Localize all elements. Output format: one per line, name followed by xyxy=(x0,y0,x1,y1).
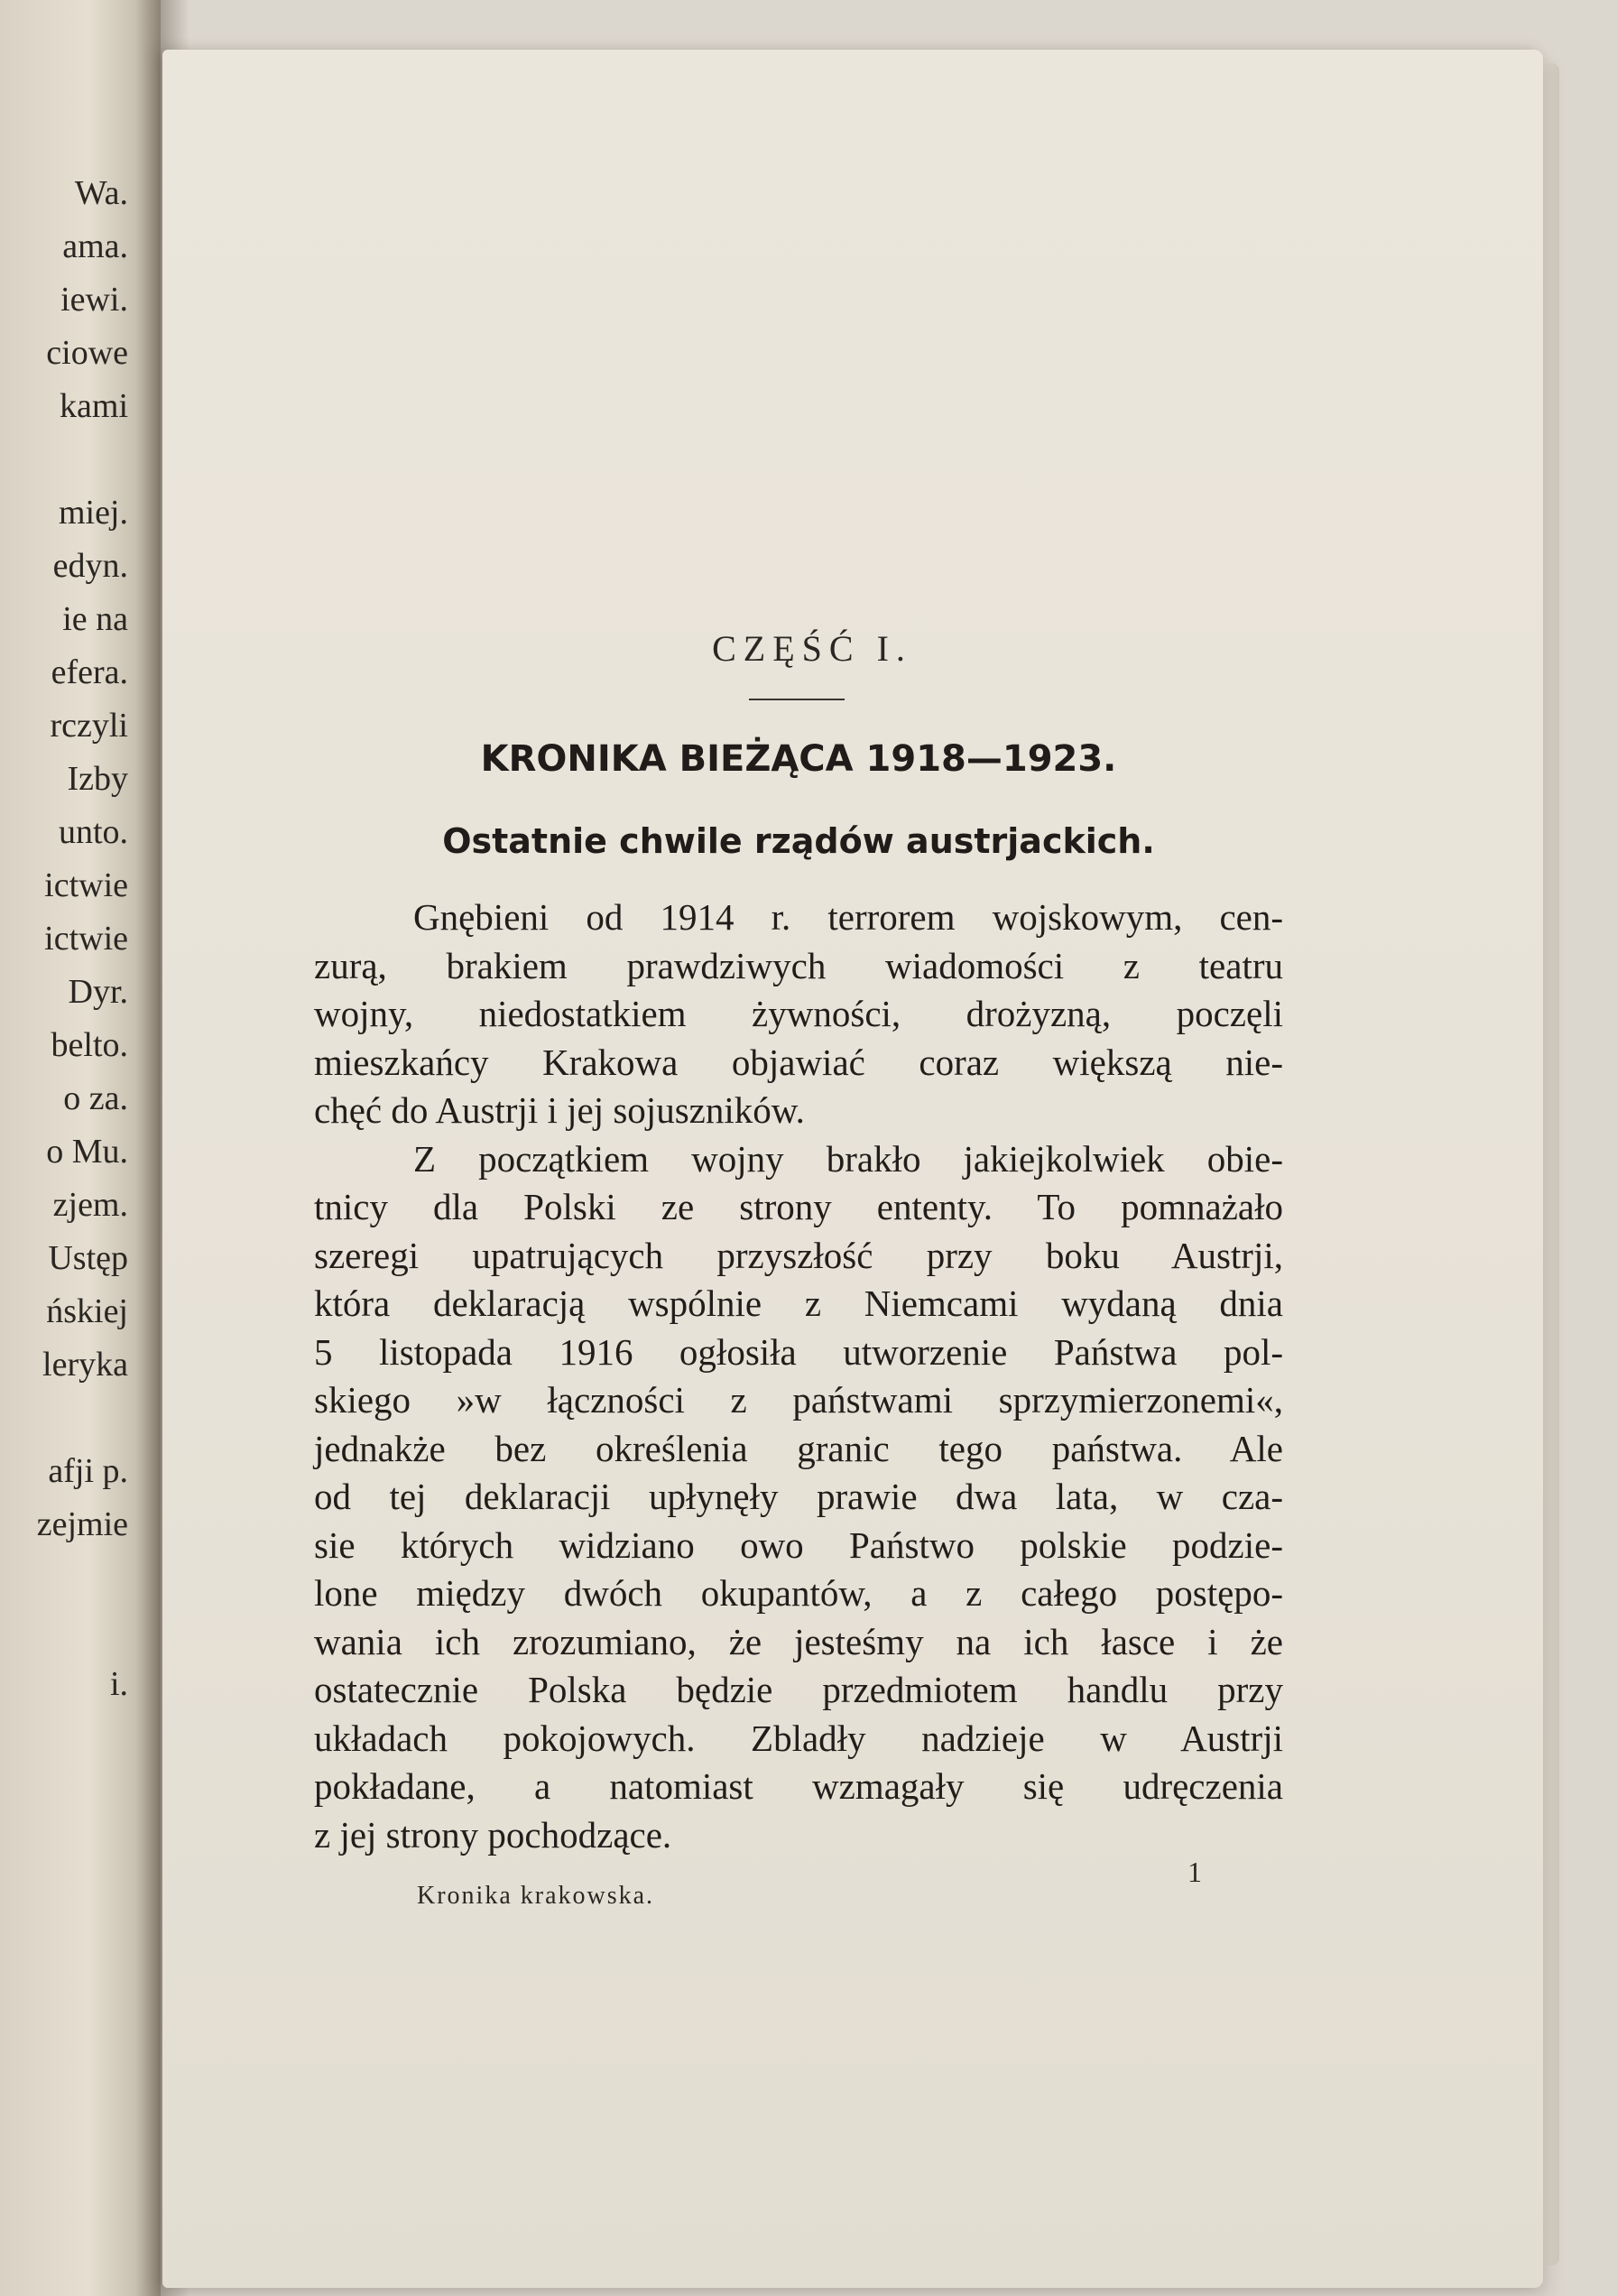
left-margin-line xyxy=(0,1605,128,1658)
body-line: tnicy dla Polski ze strony ententy. To pomnażało xyxy=(314,1186,1283,1227)
left-margin-line: ama. xyxy=(62,227,128,265)
body-line: układach pokojowych. Zbladły nadzieje w Austrji xyxy=(314,1717,1283,1759)
section-title: Ostatnie chwile rządów austrjackich. xyxy=(442,821,1155,861)
left-margin-line: ictwie xyxy=(44,920,128,958)
left-margin-line xyxy=(0,1392,128,1445)
body-line: pokładane, a natomiast wzmagały się udręczenia xyxy=(314,1765,1283,1807)
left-margin-line: Izby xyxy=(67,760,128,798)
left-margin-line: Dyr. xyxy=(68,973,128,1011)
left-margin-line: o za. xyxy=(63,1079,128,1117)
left-margin-line: ciowe xyxy=(46,334,128,372)
body-line: chęć do Austrji i jej sojuszników. xyxy=(314,1089,805,1131)
main-title: KRONIKA BIEŻĄCA 1918—1923. xyxy=(480,738,1117,780)
left-margin-line: zejmie xyxy=(36,1505,128,1543)
left-margin-line: o Mu. xyxy=(46,1133,128,1171)
body-line: Z początkiem wojny brakło jakiejkolwiek obie- xyxy=(413,1137,1283,1180)
left-margin-line: kami xyxy=(60,387,128,425)
left-margin-line xyxy=(0,433,128,486)
part-title: CZĘŚĆ I. xyxy=(712,628,912,669)
body-line: mieszkańcy Krakowa objawiać coraz większą nie- xyxy=(314,1041,1283,1083)
body-line: wania ich zrozumiano, że jesteśmy na ich łasce i że xyxy=(314,1620,1283,1662)
body-line: wojny, niedostatkiem żywności, drożyzną, poczęli xyxy=(314,993,1283,1034)
body-line: ostatecznie Polska będzie przedmiotem handlu przy xyxy=(314,1669,1283,1710)
left-margin-line: ńskiej xyxy=(46,1292,128,1330)
left-margin-line: unto. xyxy=(58,813,128,851)
body-line: jednakże bez określenia granic tego państwa. Ale xyxy=(314,1427,1283,1469)
body-line: sie których widziano owo Państwo polskie podzie- xyxy=(314,1523,1283,1566)
left-margin-line: efera. xyxy=(51,653,128,691)
left-margin-line: iewi. xyxy=(60,281,128,319)
left-margin-line: afji p. xyxy=(48,1452,128,1490)
title-divider xyxy=(749,699,845,700)
left-margin-line: i. xyxy=(109,1665,128,1703)
left-margin-line: Ustęp xyxy=(48,1239,128,1277)
footer-signature: Kronika krakowska. xyxy=(417,1882,655,1910)
page-number: 1 xyxy=(1187,1856,1202,1888)
body-text xyxy=(314,893,1283,1859)
left-margin-line: Wa. xyxy=(74,174,128,212)
left-margin-line: miej. xyxy=(58,494,128,532)
left-margin-line: edyn. xyxy=(52,547,128,585)
body-line: lone między dwóch okupantów, a z całego postępo- xyxy=(314,1572,1283,1614)
left-margin-line xyxy=(0,1551,128,1605)
body-line: zurą, brakiem prawdziwych wiadomości z teatru xyxy=(314,944,1283,986)
left-margin-line: belto. xyxy=(51,1026,128,1064)
body-line: od tej deklaracji upłynęły prawie dwa lata, w cza- xyxy=(314,1476,1283,1517)
left-page-margin-text xyxy=(0,167,128,1711)
body-line: 5 listopada 1916 ogłosiła utworzenie Państwa pol- xyxy=(314,1330,1283,1373)
left-margin-line: ie na xyxy=(62,600,128,638)
body-line: która deklaracją wspólnie z Niemcami wydaną dnia xyxy=(314,1282,1283,1324)
body-line: szeregi upatrujących przyszłość przy boku Austrji, xyxy=(314,1234,1283,1276)
left-margin-line: ictwie xyxy=(44,866,128,904)
body-line: Gnębieni od 1914 r. terrorem wojskowym, cen- xyxy=(413,896,1283,938)
left-margin-line: leryka xyxy=(42,1346,128,1384)
left-margin-line: zjem. xyxy=(52,1186,128,1224)
left-margin-line: rczyli xyxy=(50,707,128,745)
body-line: skiego »w łączności z państwami sprzymierzonemi«, xyxy=(314,1379,1283,1421)
body-line: z jej strony pochodzące. xyxy=(314,1813,672,1856)
